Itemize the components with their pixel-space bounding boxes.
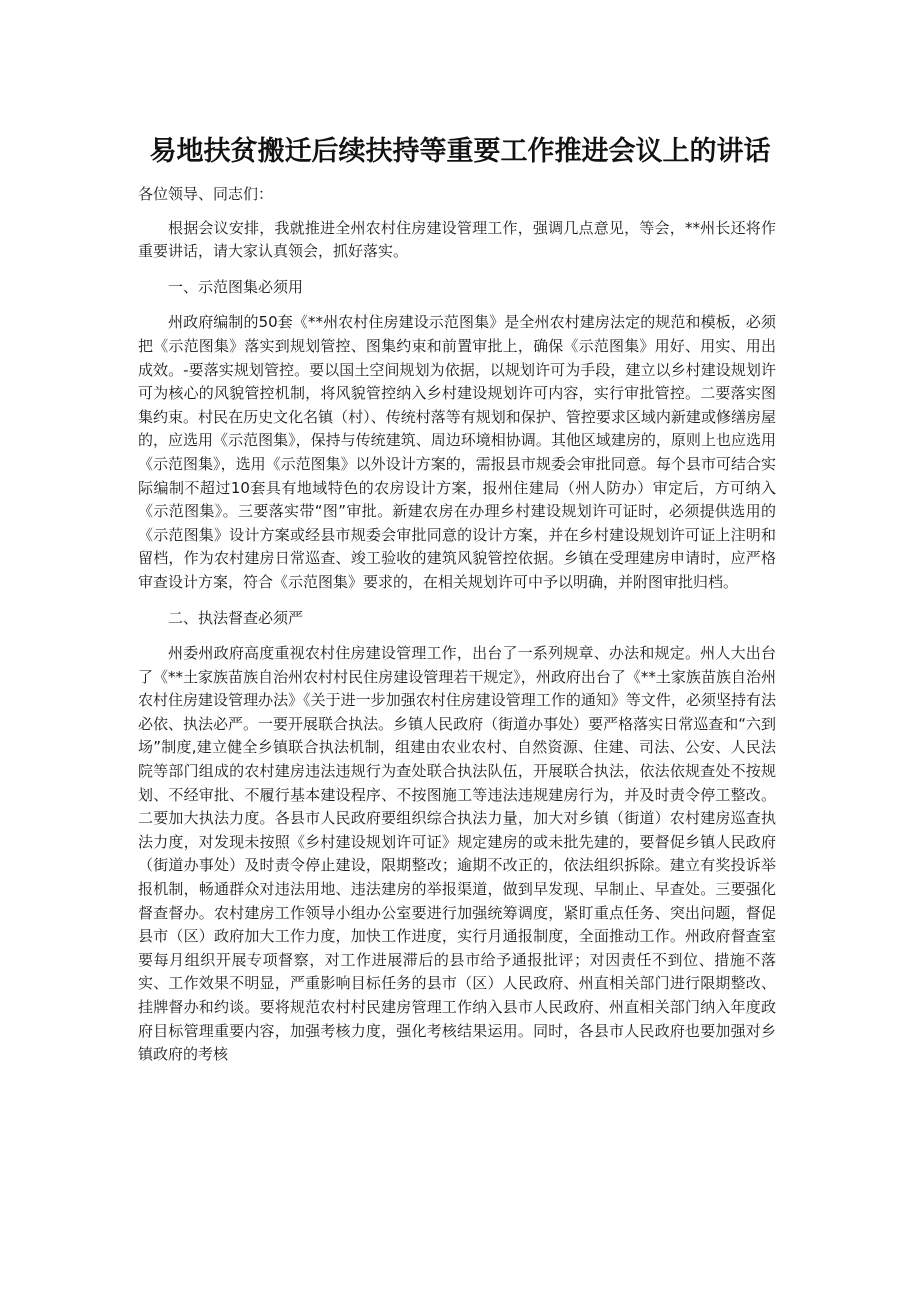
document-body xyxy=(138,183,776,1067)
intro-paragraph: 根据会议安排，我就推进全州农村住房建设管理工作，强调几点意见，等会，**州长还将作重要讲话，请大家认真领会，抓好落实。 xyxy=(138,218,776,261)
section-heading-2: 二、执法督查必须严 xyxy=(168,608,304,627)
section-body-2: 州委州政府高度重视农村住房建设管理工作，出台了一系列规章、办法和规定。州人大出台了《**土家族苗族自治州农村村民住房建设管理若干规定》，州政府出台了《**土家族苗族自治州农村住房建设管理办法》《关于进一步加强农村住房建设管理工作的通知》等文件，必须坚持有法必依、执法必严。一要开展联合执法。乡镇人民政府（街道办事处）要严格落实日常巡查和“六到场”制度,建立健全乡镇联合执法机制，组建由农业农村、自然资源、住建、司法、公安、人民法院等部门组成的农村建房违法违规行为查处联合执法队伍，开展联合执法，依法依规查处不按规划、不经审批、不履行基本建设程序、不按图施工等违法违规建房行为，并及时责令停工整改。二要加大执法力度。各县市人民政府要组织综合执法力量，加大对乡镇（街道）农村建房巡查执法力度，对发现未按照《乡村建设规划许可证》规定建房的或未批先建的，要督促乡镇人民政府（街道办事处）及时责令停止建设，限期整改；逾期不改正的，依法组织拆除。建立有奖投诉举报机制，畅通群众对违法用地、违法建房的举报渠道，做到早发现、早制止、早查处。三要强化督查督办。农村建房工作领导小组办公室要进行加强统筹调度，紧盯重点任务、突出问题，督促县市（区）政府加大工作力度，加快工作进度，实行月通报制度，全面推动工作。州政府督查室要每月组织开展专项督察，对工作进展滞后的县市给予通报批评；对因责任不到位、措施不落实、工作效果不明显，严重影响目标任务的县市（区）人民政府、州直相关部门进行限期整改、挂牌督办和约谈。要将规范农村村民建房管理工作纳入县市人民政府、州直相关部门纳入年度政府目标管理重要内容，加强考核力度，强化考核结果运用。同时，各县市人民政府也要加强对乡镇政府的考核 xyxy=(138,644,776,1064)
section-heading-1: 一、示范图集必须用 xyxy=(168,277,304,296)
section-body-1: 州政府编制的50套《**州农村住房建设示范图集》是全州农村建房法定的规范和模板，必须把《示范图集》落实到规划管控、图集约束和前置审批上，确保《示范图集》用好、用实、用出成效。-要落实规划管控。要以国土空间规划为依据，以规划许可为手段，建立以乡村建设规划许可为核心的风貌管控机制，将风貌管控纳入乡村建设规划许可内容，实行审批管控。二要落实图集约束。村民在历史文化名镇（村）、传统村落等有规划和保护、管控要求区域内新建或修缮房屋的，应选用《示范图集》，保持与传统建筑、周边环境相协调。其他区域建房的，原则上也应选用《示范图集》，选用《示范图集》以外设计方案的，需报县市规委会审批同意。每个县市可结合实际编制不超过10套具有地域特色的农房设计方案，报州住建局（州人防办）审定后，方可纳入《示范图集》。三要落实带“图”审批。新建农房在办理乡村建设规划许可证时，必须提供选用的《示范图集》设计方案或经县市规委会审批同意的设计方案，并在乡村建设规划许可证上注明和留档，作为农村建房日常巡查、竣工验收的建筑风貌管控依据。乡镇在受理建房申请时，应严格审查设计方案，符合《示范图集》要求的，在相关规划许可中予以明确，并附图审批归档。 xyxy=(138,313,776,591)
document-title: 易地扶贫搬迁后续扶持等重要工作推进会议上的讲话 xyxy=(149,136,771,167)
salutation: 各位领导、同志们： xyxy=(138,185,274,203)
